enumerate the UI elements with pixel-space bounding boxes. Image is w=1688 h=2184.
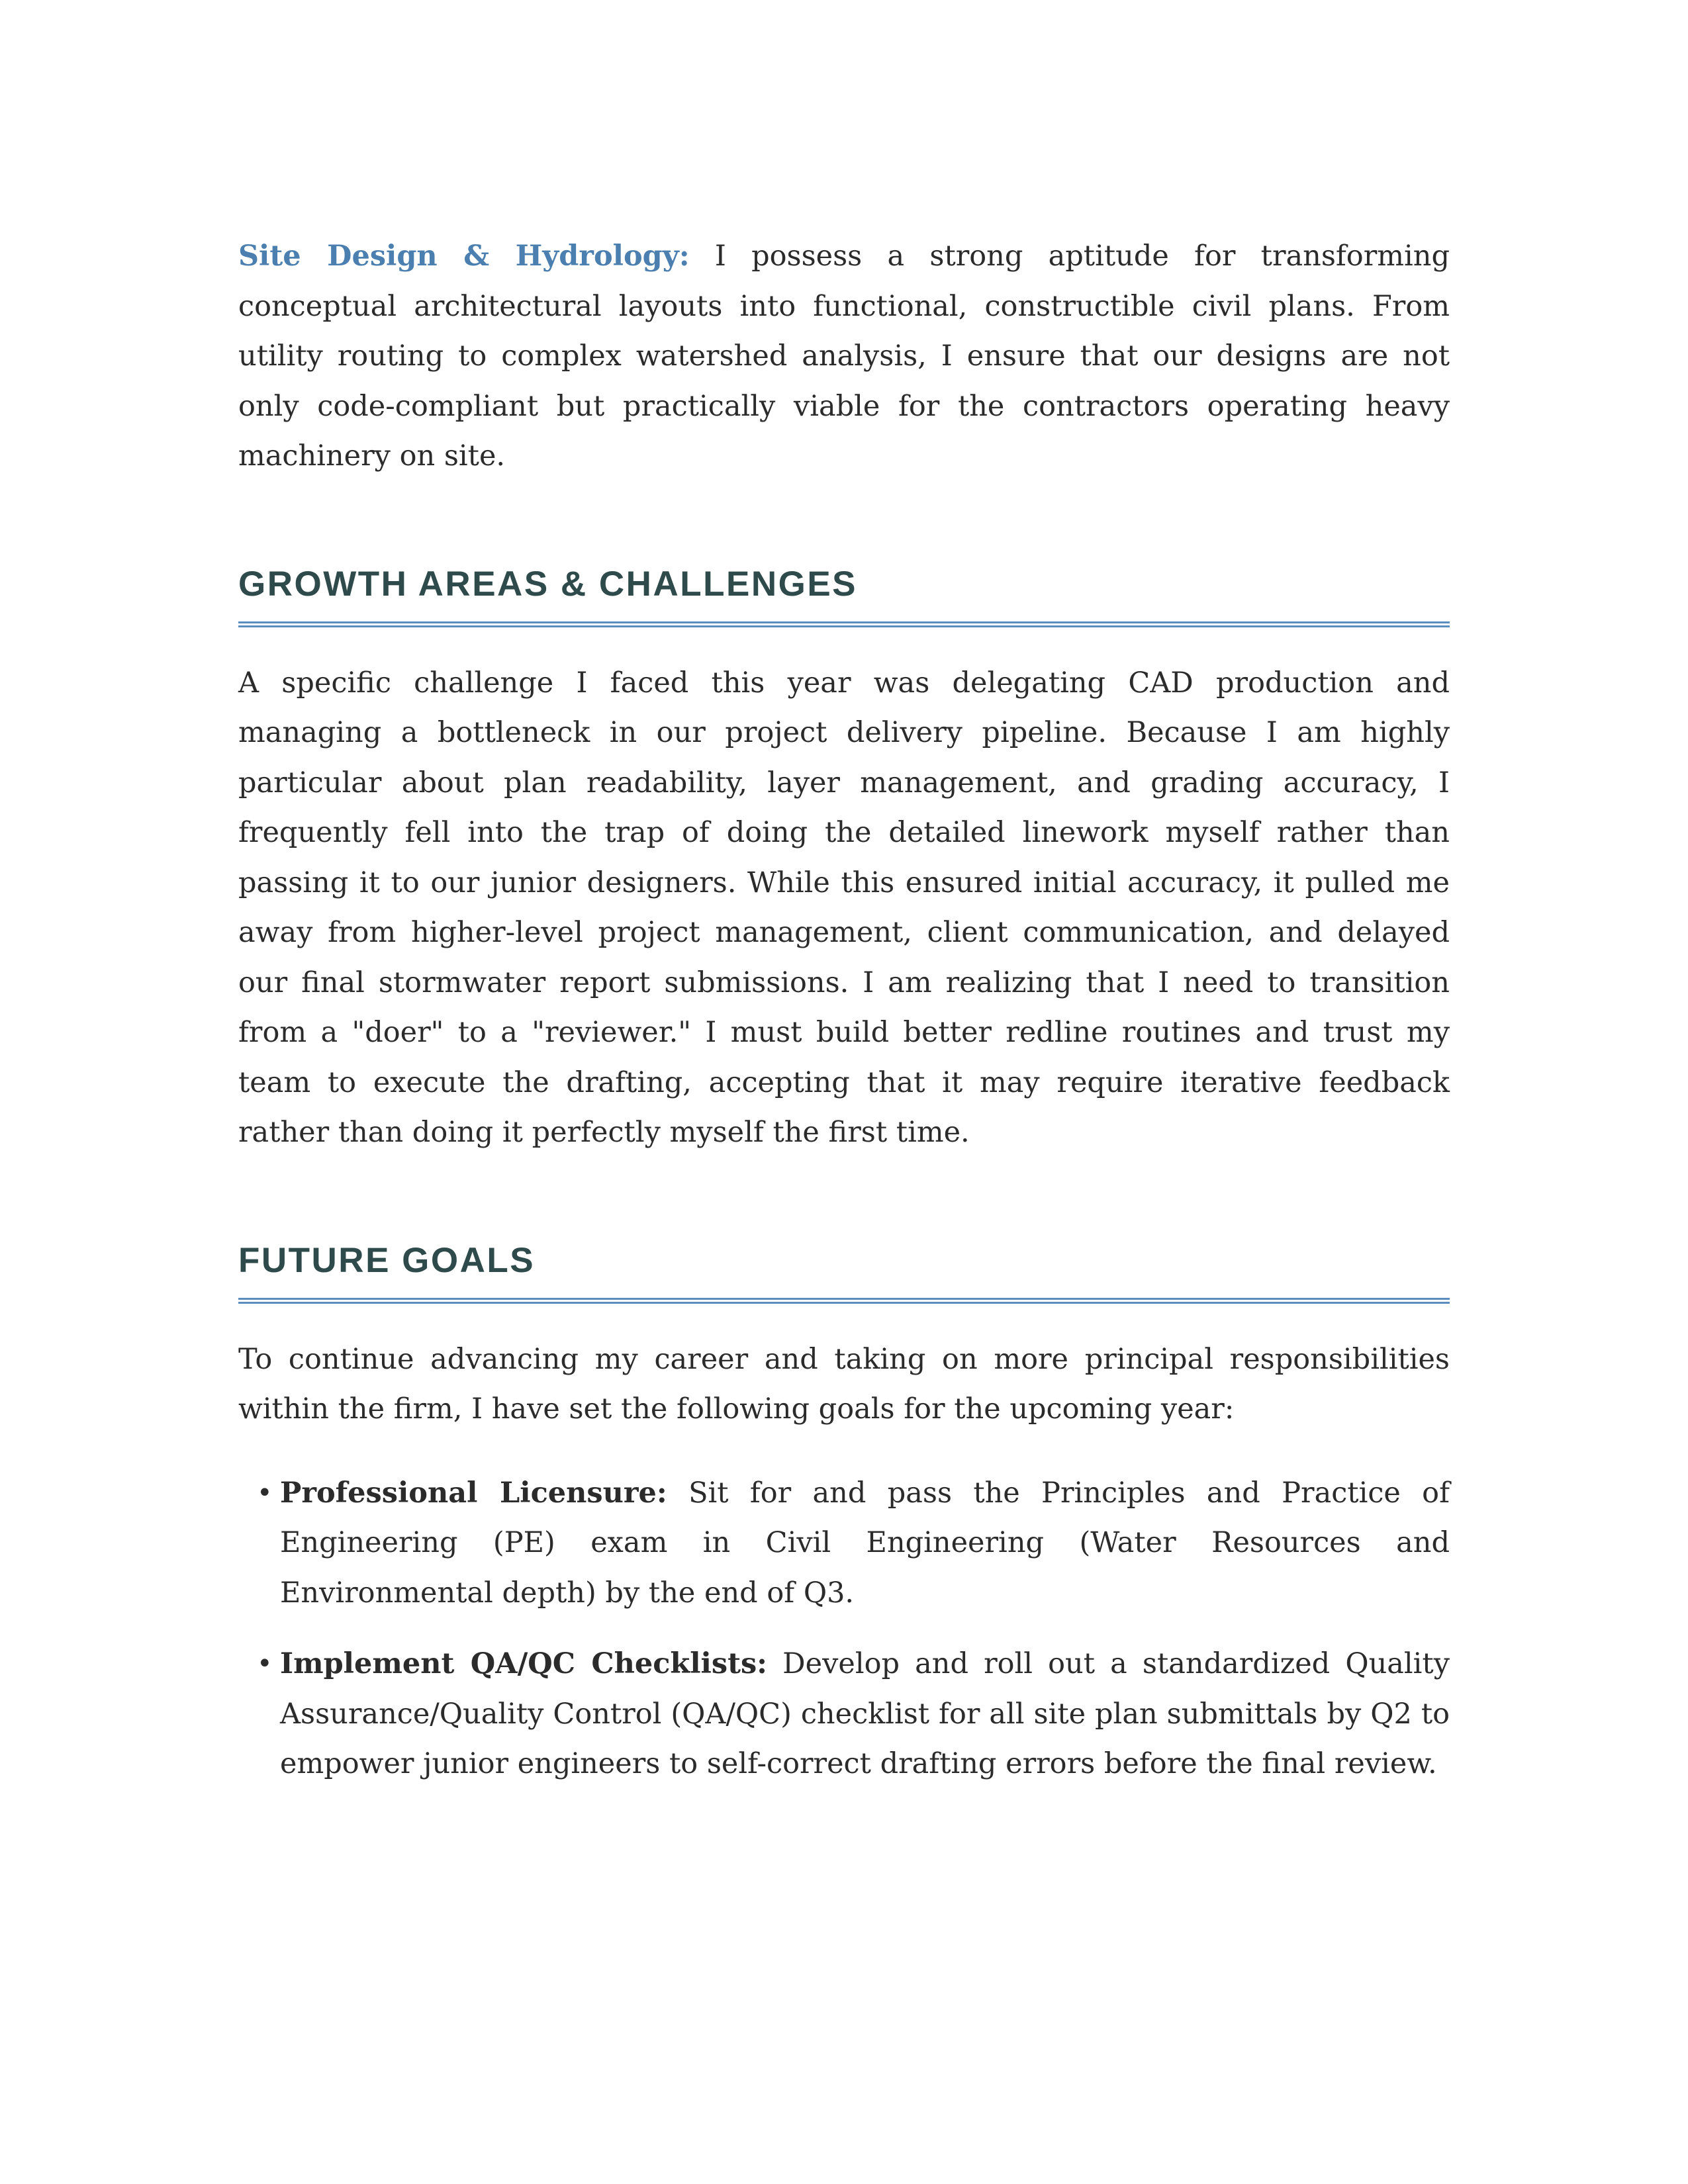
future-goals-intro: To continue advancing my career and taking on more principal responsibilities within the firm, I have set the following goals for the upcoming year: [238, 1342, 1450, 1426]
list-item [238, 1639, 1450, 1790]
goal-title: Implement QA/QC Checklists: [280, 1647, 768, 1680]
growth-paragraph: A specific challenge I faced this year was delegating CAD production and managing a bottleneck in our project delivery pipeline. Because I am highly particular about plan readability, layer management, and grading accuracy, I frequently fell into the trap of doing the detailed linework myself rather than passing it to our junior designers. While this ensured initial accuracy, it pulled me away from higher-level project management, client communication, and delayed our final stormwater report submissions. I am realizing that I need to transition from a "doer" to a "reviewer." I must build better redline routines and trust my team to execute the drafting, accepting that it may require iterative feedback rather than doing it perfectly myself the first time. [238, 666, 1450, 1149]
site-design-paragraph [238, 232, 1450, 482]
goals-list [238, 1469, 1450, 1790]
growth-divider [238, 621, 1450, 627]
future-goals-heading: FUTURE GOALS [238, 1240, 536, 1280]
goal-text: Develop and roll out a standardized Quality Assurance/Quality Control (QA/QC) checklist for all site plan submittals by Q2 to empower junior engineers to self-correct drafting errors before the final review. [280, 1647, 1450, 1780]
site-design-lead: Site Design & Hydrology: [238, 240, 690, 273]
goal-title: Professional Licensure: [280, 1476, 667, 1510]
document-page [238, 232, 1450, 1790]
list-item [238, 1469, 1450, 1619]
site-design-text: I possess a strong aptitude for transforming conceptual architectural layouts into functional, constructible civil plans. From utility routing to complex watershed analysis, I ensure that our designs are not only code-compliant but practically viable for the contractors operating heavy machinery on site. [238, 240, 1450, 473]
goal-text: Sit for and pass the Principles and Practice of Engineering (PE) exam in Civil Engineering (Water Resources and Environmental depth) by the end of Q3. [280, 1476, 1450, 1610]
growth-heading: GROWTH AREAS & CHALLENGES [238, 564, 858, 604]
future-goals-divider [238, 1298, 1450, 1304]
bullet-icon: • [257, 1477, 273, 1508]
bullet-icon: • [257, 1649, 273, 1679]
